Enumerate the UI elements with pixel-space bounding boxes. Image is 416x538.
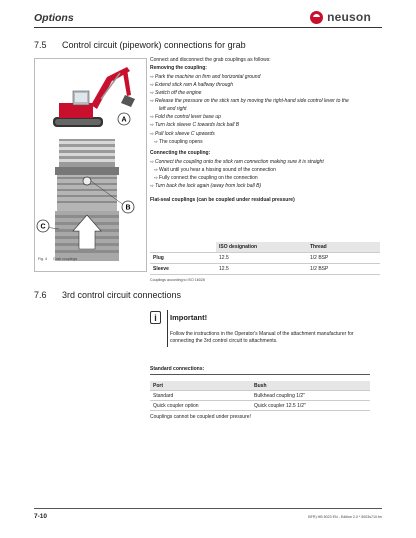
instructions-column xyxy=(150,57,380,204)
callout-c-label: C xyxy=(40,223,46,231)
table-cell: 12.5 xyxy=(216,264,307,275)
brand-name: neuson xyxy=(327,10,371,24)
table-cell: Standard xyxy=(150,391,251,401)
document-reference: BFR) HB 5023 EN - Edition 2.0 * 5003s710.fm xyxy=(308,515,382,519)
coupling-illustration xyxy=(55,139,125,261)
callout-a-label: A xyxy=(121,116,127,124)
table-header-cell: Thread xyxy=(307,242,380,253)
table-row xyxy=(150,264,380,275)
header-title: Options xyxy=(34,12,74,24)
figure-caption-number: Fig. 4 xyxy=(38,257,47,261)
important-text: Follow the instructions in the Operator's Manual of the attachment manufacturer for connecting the 3rd control circuit to attachments. xyxy=(170,331,354,345)
table-row xyxy=(150,253,380,264)
section-title-7-6 xyxy=(34,290,181,300)
flat-seal-heading: Flat-seal couplings (can be coupled under residual pressure) xyxy=(150,196,295,203)
removing-step: ⇨ Extend stick ram A halfway through xyxy=(150,81,380,89)
removing-step: ⇨ Release the pressure on the stick ram by moving the right-hand side control lever to the xyxy=(150,97,380,105)
brand-logo-icon xyxy=(310,11,323,24)
table-header-cell: Bush xyxy=(251,381,370,391)
connecting-substep: ⇨ Wait until you hear a hissing sound of the connection xyxy=(150,166,380,174)
table-row xyxy=(150,391,370,401)
table-row xyxy=(150,401,370,411)
removing-step-continued: left and right xyxy=(159,105,187,112)
table-cell: 1/2 BSP xyxy=(307,253,380,264)
important-divider xyxy=(167,310,168,347)
table-cell: Bulkhead coupling 1/2" xyxy=(251,391,370,401)
section-title-text: 3rd control circuit connections xyxy=(62,290,182,300)
connecting-substep: ⇨ Fully connect the coupling on the connection xyxy=(150,174,380,182)
coupling-table xyxy=(150,242,380,275)
section-title-text: Control circuit (pipework) connections for grab xyxy=(62,40,246,50)
connecting-heading: Connecting the coupling: xyxy=(150,150,211,157)
important-title: Important! xyxy=(170,313,208,322)
table-header-cell: ISO designation xyxy=(216,242,307,253)
standard-heading-rule xyxy=(150,374,370,375)
page-number: 7-10 xyxy=(34,513,48,520)
removing-step: ⇨ Switch off the engine xyxy=(150,89,380,97)
removing-heading: Removing the coupling: xyxy=(150,65,207,72)
removing-step: ⇨ Pull lock sleeve C upwards xyxy=(150,130,380,138)
intro-text: Connect and disconnect the grab couplings as follows: xyxy=(150,57,271,63)
table-cell: Plug xyxy=(150,253,216,264)
figure-caption xyxy=(38,257,83,261)
section-number: 7.5 xyxy=(34,40,47,50)
callout-b-label: B xyxy=(125,204,131,212)
table-cell: 1/2 BSP xyxy=(307,264,380,275)
table-header-row xyxy=(150,381,370,391)
info-icon: i xyxy=(150,311,161,324)
removing-result: ⇨ The coupling opens xyxy=(150,138,380,146)
table-note: Couplings according to ISO 16028 xyxy=(150,278,205,282)
table-cell: Quick coupler option xyxy=(150,401,251,411)
closing-note: Couplings cannot be coupled under pressure! xyxy=(150,414,251,420)
brand-logo xyxy=(310,10,371,24)
removing-step: ⇨ Park the machine on firm and horizontal ground xyxy=(150,73,380,81)
header-rule xyxy=(34,27,382,28)
table-header-cell xyxy=(150,242,216,253)
table-header-row xyxy=(150,242,380,253)
connecting-step: ⇨ Connect the coupling onto the stick ram connection making sure it is straight xyxy=(150,158,380,166)
table-cell: Sleeve xyxy=(150,264,216,275)
table-cell: Quick coupler 12.5 1/2" xyxy=(251,401,370,411)
figure-illustration xyxy=(35,59,146,271)
standard-connections-heading: Standard connections: xyxy=(150,366,205,372)
figure-caption-text: Grab couplings xyxy=(53,257,78,261)
connecting-step: ⇨ Turn back the lock again (away from lock ball B) xyxy=(150,182,380,190)
figure-grab-couplings xyxy=(34,58,147,272)
removing-step: ⇨ Turn lock sleeve C towards lock ball B xyxy=(150,121,380,129)
section-number: 7.6 xyxy=(34,290,47,300)
removing-step: ⇨ Fold the control lever base up xyxy=(150,113,380,121)
table-cell: 12.5 xyxy=(216,253,307,264)
connections-table xyxy=(150,381,370,411)
footer-rule xyxy=(34,508,382,509)
table-header-cell: Port xyxy=(150,381,251,391)
section-title-7-5 xyxy=(34,40,246,50)
